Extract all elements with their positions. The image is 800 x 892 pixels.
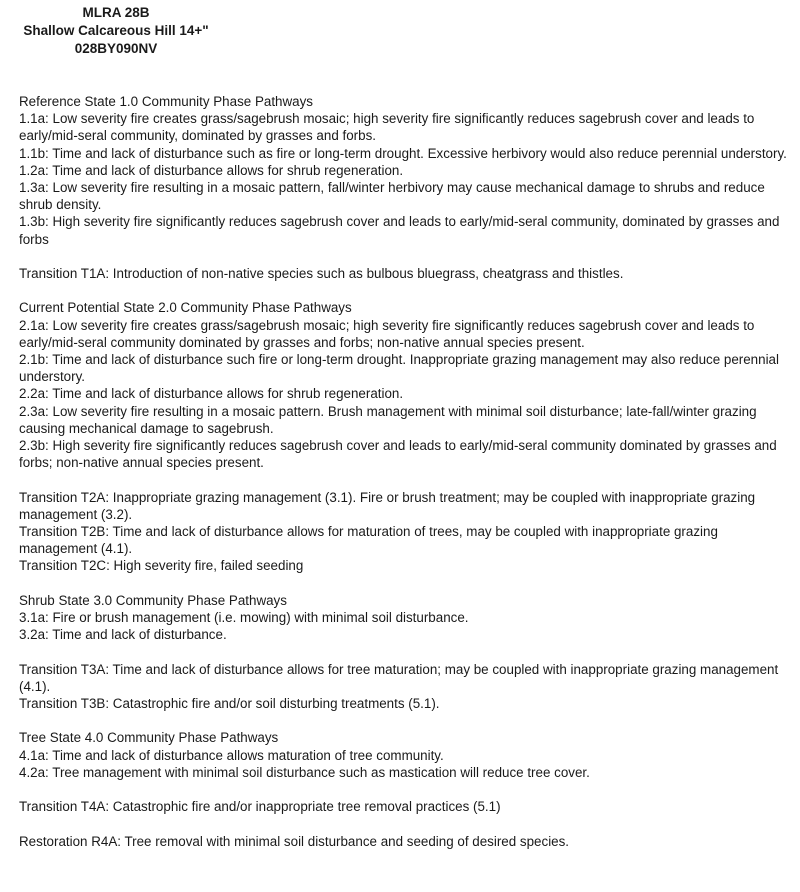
section-heading: Tree State 4.0 Community Phase Pathways <box>19 730 279 746</box>
ecological-site-id: 028BY090NV <box>74 41 158 56</box>
section-line: 4.2a: Tree management with minimal soil disturbance such as mastication will reduce tree cover. <box>19 764 590 780</box>
document-header <box>0 4 232 58</box>
section-line: 2.3a: Low severity fire resulting in a mosaic pattern. Brush management with minimal soil disturbance; late-fall/winter grazing causing mechanical damage to sagebrush. <box>19 403 757 436</box>
section-line: 1.1b: Time and lack of disturbance such as fire or long-term drought. Excessive herbivory would also reduce perennial understory. <box>19 145 787 161</box>
section-line: Transition T2C: High severity fire, failed seeding <box>19 558 304 574</box>
section-heading: Shrub State 3.0 Community Phase Pathways <box>19 592 287 608</box>
section-line: 2.3b: High severity fire significantly reduces sagebrush cover and leads to early/mid-seral community dominated by grasses and forbs; non-native annual species present. <box>19 438 777 471</box>
section-heading: Transition T2A: Inappropriate grazing management (3.1). Fire or brush treatment; may be coupled with inappropriate grazing management (3.2). <box>19 489 756 522</box>
section-heading: Current Potential State 2.0 Community Phase Pathways <box>19 300 352 316</box>
section-transition-t4a <box>19 798 787 815</box>
section-transitions-t2 <box>19 489 787 575</box>
section-tree-state <box>19 729 787 781</box>
section-line: 1.2a: Time and lack of disturbance allows for shrub regeneration. <box>19 162 404 178</box>
mlra-title: MLRA 28B <box>82 5 150 20</box>
section-line: 1.1a: Low severity fire creates grass/sagebrush mosaic; high severity fire significantly reduces sagebrush cover and leads to early/mid-seral community, dominated by grasses and forbs. <box>19 111 755 144</box>
state-transition-narrative <box>19 93 787 850</box>
section-restoration-r4a <box>19 833 787 850</box>
section-reference-state <box>19 93 787 248</box>
section-line: 2.1b: Time and lack of disturbance such fire or long-term drought. Inappropriate grazing management may also reduce perennial understory. <box>19 352 779 385</box>
section-current-potential-state <box>19 299 787 471</box>
section-line: 1.3a: Low severity fire resulting in a mosaic pattern, fall/winter herbivory may cause mechanical damage to shrubs and reduce shrub density. <box>19 180 765 213</box>
section-line: 3.1a: Fire or brush management (i.e. mowing) with minimal soil disturbance. <box>19 610 469 626</box>
section-line: Transition T3B: Catastrophic fire and/or soil disturbing treatments (5.1). <box>19 696 440 712</box>
section-line: Transition T1A: Introduction of non-native species such as bulbous bluegrass, cheatgrass and thistles. <box>19 266 624 282</box>
section-line: 1.3b: High severity fire significantly reduces sagebrush cover and leads to early/mid-seral community, dominated by grasses and forbs <box>19 214 780 247</box>
section-line: 4.1a: Time and lack of disturbance allows maturation of tree community. <box>19 747 444 763</box>
section-line: Transition T2B: Time and lack of disturbance allows for maturation of trees, may be coupled with inappropriate grazing management (4.1). <box>19 524 718 557</box>
section-line: Transition T4A: Catastrophic fire and/or inappropriate tree removal practices (5.1) <box>19 799 501 815</box>
ecological-site-name: Shallow Calcareous Hill 14+" <box>23 23 209 38</box>
section-line: 2.2a: Time and lack of disturbance allows for shrub regeneration. <box>19 386 404 402</box>
section-transition-t1a <box>19 265 787 282</box>
section-line: 3.2a: Time and lack of disturbance. <box>19 627 227 643</box>
section-transitions-t3 <box>19 661 787 713</box>
section-heading: Transition T3A: Time and lack of disturbance allows for tree maturation; may be coupled with inappropriate grazing management (4.1). <box>19 661 779 694</box>
section-heading: Reference State 1.0 Community Phase Pathways <box>19 94 313 109</box>
section-line: 2.1a: Low severity fire creates grass/sagebrush mosaic; high severity fire significantly reduces sagebrush cover and leads to early/mid-seral community dominated by grasses and forbs; non-native annual species present. <box>19 317 755 350</box>
section-line: Restoration R4A: Tree removal with minimal soil disturbance and seeding of desired species. <box>19 833 570 849</box>
section-shrub-state <box>19 592 787 644</box>
